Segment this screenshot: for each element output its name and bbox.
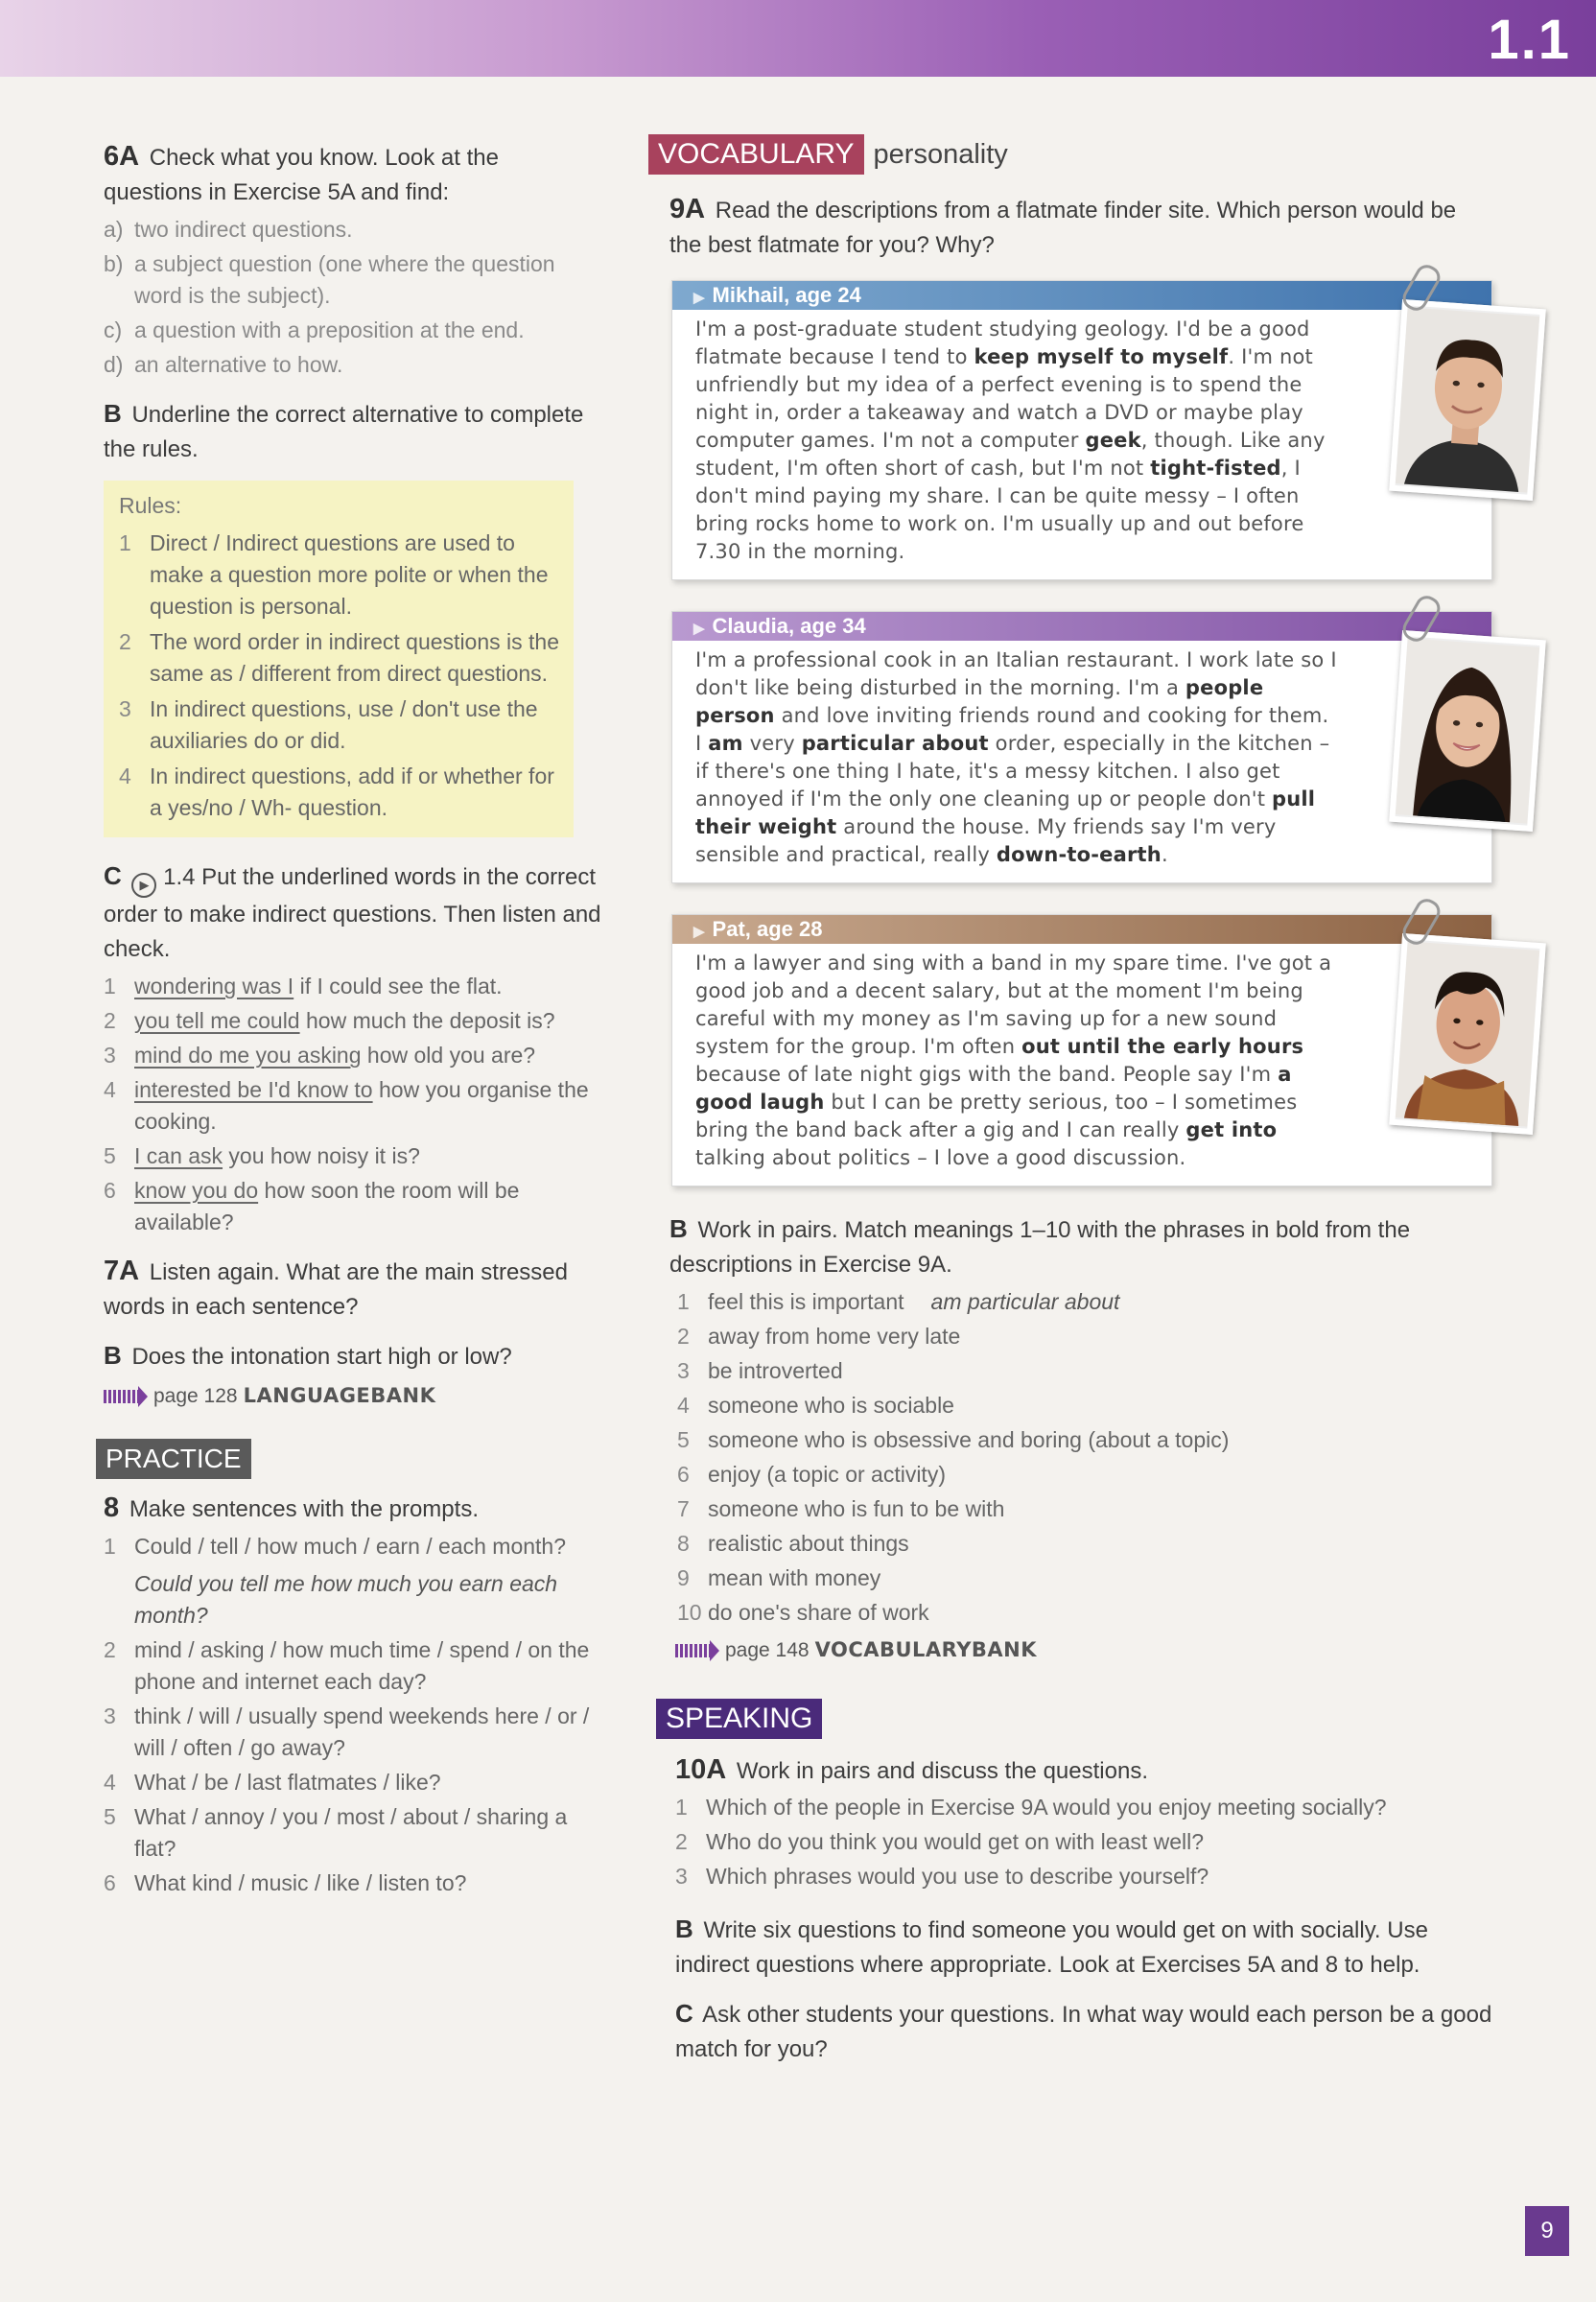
list-item (677, 1355, 1492, 1387)
rule-item (119, 761, 560, 824)
item-text: What kind / music / like / listen to? (134, 1870, 467, 1895)
item-text: be introverted (708, 1358, 843, 1383)
item-text: mean with money (708, 1565, 881, 1590)
item-text: What / be / last flatmates / like? (134, 1770, 441, 1795)
card-text: I'm a lawyer and sing with a band in my spare time. I've got a good job and a decent salary, but at the moment I'm being careful with my money as I'm saving up for a new sound system for the group. I'm often out until the early hours because of late night gigs with the band. People say I'm a good laugh but I can be pretty serious, too – I sometimes bring the band back after a gig and I can really get into talking about politics – I love a good discussion. (695, 951, 1332, 1169)
exercise-number: 7A (104, 1256, 140, 1286)
list-item (104, 1140, 602, 1172)
rule-text: The word order in indirect questions is the same as / different from direct questions. (150, 629, 559, 686)
track-number: 1.4 (163, 864, 196, 890)
item-number: 1 (677, 1289, 690, 1314)
rule-number: 3 (119, 696, 131, 721)
exercise-8-list (104, 1531, 602, 1899)
item-number: 5 (104, 1804, 116, 1829)
list-item (677, 1459, 1492, 1491)
exercise-instruction: Does the intonation start high or low? (131, 1344, 512, 1370)
item-text: how you organise the cooking. (134, 1077, 589, 1134)
exercise-number: 10A (675, 1754, 727, 1785)
exercise-letter: B (104, 1341, 122, 1370)
rule-number: 1 (119, 530, 131, 555)
underlined-words: mind do me you asking (134, 1043, 362, 1068)
underlined-words: know you do (134, 1178, 259, 1203)
list-item (677, 1528, 1492, 1560)
speaking-heading: SPEAKING (656, 1699, 822, 1739)
arrow-icon (675, 1644, 712, 1657)
item-number: 5 (104, 1143, 116, 1168)
item-number: 4 (104, 1077, 116, 1102)
item-number: 6 (104, 1870, 116, 1895)
vocabulary-topic: personality (873, 139, 1008, 170)
item-number: 4 (677, 1393, 690, 1418)
bank-name-a: LANGUAGE (243, 1384, 371, 1407)
exercise-letter: C (675, 1999, 693, 2028)
list-item (104, 1005, 602, 1037)
item-number: 6 (677, 1462, 690, 1487)
item-text: away from home very late (708, 1324, 961, 1349)
profile-card-mikhail (671, 280, 1492, 580)
item-number: 3 (675, 1864, 688, 1889)
rule-text: In indirect questions, add if or whether for a yes/no / Wh- question. (150, 763, 554, 820)
card-text: I'm a professional cook in an Italian restaurant. I work late so I don't like being disturbed in the morning. I'm a people person and love inviting friends round and cooking for them. I am very particular about order, especially in the kitchen – if there's one thing I hate, it's a messy kitchen. I also get annoyed if I'm the only one cleaning up or people don't pull their weight around the house. My friends say I'm very sensible and practical, really down-to-earth. (695, 648, 1337, 866)
exercise-6a-list (104, 214, 602, 381)
exercise-instruction: Make sentences with the prompts. (129, 1496, 479, 1522)
exercise-instruction: Check what you know. Look at the questions in Exercise 5A and find: (104, 145, 499, 205)
exercise-number: 6A (104, 141, 140, 172)
exercise-instruction: Ask other students your questions. In what way would each person be a good match for you? (675, 2002, 1492, 2062)
vocabulary-bank-link[interactable] (675, 1634, 1492, 1666)
list-item (677, 1390, 1492, 1421)
exercise-instruction: Listen again. What are the main stressed words in each sentence? (104, 1259, 568, 1320)
list-item (677, 1321, 1492, 1352)
arrow-icon (104, 1390, 140, 1403)
exercise-10a-list (675, 1792, 1492, 1892)
exercise-8 (104, 1491, 602, 1527)
play-audio-icon[interactable]: ▶ (131, 873, 156, 898)
exercise-instruction: Put the underlined words in the correct order to make indirect questions. Then listen and check. (104, 864, 601, 962)
bank-name-a: VOCABULARY (814, 1638, 972, 1661)
item-text: realistic about things (708, 1531, 909, 1556)
list-item (104, 214, 602, 246)
underlined-words: wondering was I (134, 974, 294, 998)
profile-photo (1389, 630, 1546, 832)
unit-number: 1.1 (1488, 9, 1571, 71)
list-item (677, 1562, 1492, 1594)
list-item (104, 248, 602, 312)
item-text: someone who is sociable (708, 1393, 954, 1418)
item-number: 7 (677, 1496, 690, 1521)
profile-photo (1389, 299, 1546, 501)
item-number: 9 (677, 1565, 690, 1590)
rule-item (119, 528, 560, 622)
exercise-7a (104, 1254, 602, 1325)
exercise-6c-list (104, 971, 602, 1238)
item-text: Which of the people in Exercise 9A would you enjoy meeting socially? (706, 1795, 1387, 1820)
item-text: think / will / usually spend weekends here / or / will / often / go away? (134, 1703, 590, 1760)
item-number: 10 (677, 1600, 702, 1625)
item-text: feel this is important (708, 1289, 904, 1314)
item-text: enjoy (a topic or activity) (708, 1462, 946, 1487)
list-item (104, 1175, 602, 1238)
exercise-9b-list (677, 1286, 1492, 1629)
item-text: you how noisy it is? (223, 1143, 420, 1168)
list-item (104, 315, 602, 346)
list-item (104, 1040, 602, 1071)
item-text: an alternative to how. (134, 352, 343, 377)
list-item (675, 1861, 1492, 1892)
exercise-letter: B (104, 399, 122, 428)
item-text: do one's share of work (708, 1600, 929, 1625)
item-text: someone who is fun to be with (708, 1496, 1005, 1521)
underlined-words: interested be I'd know to (134, 1077, 373, 1102)
item-text: how much the deposit is? (299, 1008, 555, 1033)
list-item (104, 1634, 602, 1698)
profile-card-pat (671, 914, 1492, 1186)
exercise-10b (675, 1912, 1492, 1983)
item-number: 2 (675, 1829, 688, 1854)
list-item (104, 1531, 602, 1632)
exercise-instruction: Work in pairs and discuss the questions. (736, 1758, 1148, 1784)
rule-number: 4 (119, 763, 131, 788)
underlined-words: you tell me could (134, 1008, 300, 1033)
item-number: 6 (104, 1178, 116, 1203)
rule-item (119, 626, 560, 690)
list-item (675, 1792, 1492, 1823)
profile-photo (1389, 933, 1546, 1135)
exercise-6c (104, 858, 602, 967)
item-text: a subject question (one where the question word is the subject). (134, 251, 555, 308)
language-bank-link[interactable] (104, 1380, 602, 1412)
item-text: if I could see the flat. (293, 974, 503, 998)
item-number: 2 (677, 1324, 690, 1349)
rule-item (119, 693, 560, 757)
item-number: 3 (104, 1703, 116, 1728)
item-number: 1 (675, 1795, 688, 1820)
item-text: how soon the room will be available? (134, 1178, 520, 1234)
list-item (104, 1867, 602, 1899)
rule-text: In indirect questions, use / don't use the auxiliaries do or did. (150, 696, 538, 753)
page-ref: page 148 (725, 1639, 810, 1661)
header-band (0, 0, 1596, 77)
underlined-words: I can ask (134, 1143, 223, 1168)
page-number: 9 (1525, 2206, 1569, 2256)
item-text: Who do you think you would get on with least well? (706, 1829, 1205, 1854)
item-number: 1 (104, 1534, 116, 1559)
item-number: 3 (677, 1358, 690, 1383)
item-text: two indirect questions. (134, 217, 353, 242)
list-item (104, 1801, 602, 1865)
list-item (675, 1826, 1492, 1858)
vocabulary-heading (648, 134, 1492, 175)
exercise-9b (669, 1211, 1492, 1282)
exercise-instruction: Underline the correct alternative to complete the rules. (104, 402, 584, 462)
exercise-letter: B (675, 1914, 693, 1943)
profile-card-claudia (671, 611, 1492, 883)
rules-list (119, 528, 560, 824)
list-item (677, 1493, 1492, 1525)
exercise-instruction: Work in pairs. Match meanings 1–10 with the phrases in bold from the descriptions in Exercise 9A. (669, 1217, 1411, 1278)
card-title: ▶ Claudia, age 34 (672, 612, 1491, 641)
exercise-10c (675, 1996, 1492, 2067)
list-item (104, 971, 602, 1002)
rule-text: Direct / Indirect questions are used to make a question more polite or when the question is personal. (150, 530, 549, 619)
item-letter: c) (104, 317, 123, 342)
item-text: mind / asking / how much time / spend / on the phone and internet each day? (134, 1637, 590, 1694)
item-number: 2 (104, 1637, 116, 1662)
item-number: 2 (104, 1008, 116, 1033)
left-column (104, 139, 602, 1902)
item-number: 3 (104, 1043, 116, 1068)
item-text: someone who is obsessive and boring (about a topic) (708, 1427, 1230, 1452)
card-text: I'm a post-graduate student studying geology. I'd be a good flatmate because I tend to keep myself to myself. I'm not unfriendly but my idea of a perfect evening is to spend the night in, order a takeaway and watch a DVD or maybe play computer games. I'm not a computer geek, though. Like any student, I'm often short of cash, but I'm not tight-fisted, I don't mind paying my share. I can be quite messy – I often bring rocks home to work on. I'm usually up and out before 7.30 in the morning. (695, 317, 1326, 563)
exercise-number: 9A (669, 194, 706, 224)
page-ref: page 128 (153, 1385, 238, 1407)
card-title: ▶ Pat, age 28 (672, 915, 1491, 944)
item-letter: a) (104, 217, 124, 242)
list-item (677, 1597, 1492, 1629)
item-text: a question with a preposition at the end. (134, 317, 525, 342)
exercise-6b (104, 396, 602, 467)
list-item (104, 1767, 602, 1798)
list-item (104, 349, 602, 381)
item-number: 1 (104, 974, 116, 998)
exercise-9a (669, 192, 1492, 263)
exercise-instruction: Write six questions to find someone you would get on with socially. Use indirect questions where appropriate. Look at Exercises 5A and 8 to help. (675, 1917, 1428, 1978)
rule-number: 2 (119, 629, 131, 654)
card-title: ▶ Mikhail, age 24 (672, 281, 1491, 310)
list-item (677, 1286, 1492, 1318)
item-letter: b) (104, 251, 124, 276)
right-column (648, 134, 1492, 2067)
exercise-number: 8 (104, 1492, 120, 1523)
item-number: 4 (104, 1770, 116, 1795)
bank-name-b: BANK (971, 1638, 1038, 1661)
exercise-instruction: Read the descriptions from a flatmate finder site. Which person would be the best flatmate for you? Why? (669, 198, 1457, 258)
list-item (104, 1074, 602, 1138)
item-text: Could / tell / how much / earn / each month? (134, 1534, 567, 1559)
vocabulary-tag: VOCABULARY (648, 134, 864, 175)
exercise-7b (104, 1338, 602, 1374)
bank-name-b: BANK (370, 1384, 436, 1407)
rules-title: Rules: (119, 493, 182, 518)
rules-box (104, 481, 574, 837)
exercise-letter: C (104, 861, 122, 890)
example-answer: Could you tell me how much you earn each month? (134, 1571, 558, 1628)
exercise-10a (675, 1752, 1492, 1789)
item-text: Which phrases would you use to describe yourself? (706, 1864, 1209, 1889)
list-item (677, 1424, 1492, 1456)
item-number: 8 (677, 1531, 690, 1556)
practice-heading: PRACTICE (96, 1439, 251, 1479)
item-text: how old you are? (361, 1043, 536, 1068)
item-text: What / annoy / you / most / about / sharing a flat? (134, 1804, 568, 1861)
item-number: 5 (677, 1427, 690, 1452)
list-item (104, 1701, 602, 1764)
exercise-letter: B (669, 1214, 688, 1243)
example-answer: am particular about (930, 1289, 1120, 1314)
item-letter: d) (104, 352, 124, 377)
exercise-6a (104, 139, 602, 210)
